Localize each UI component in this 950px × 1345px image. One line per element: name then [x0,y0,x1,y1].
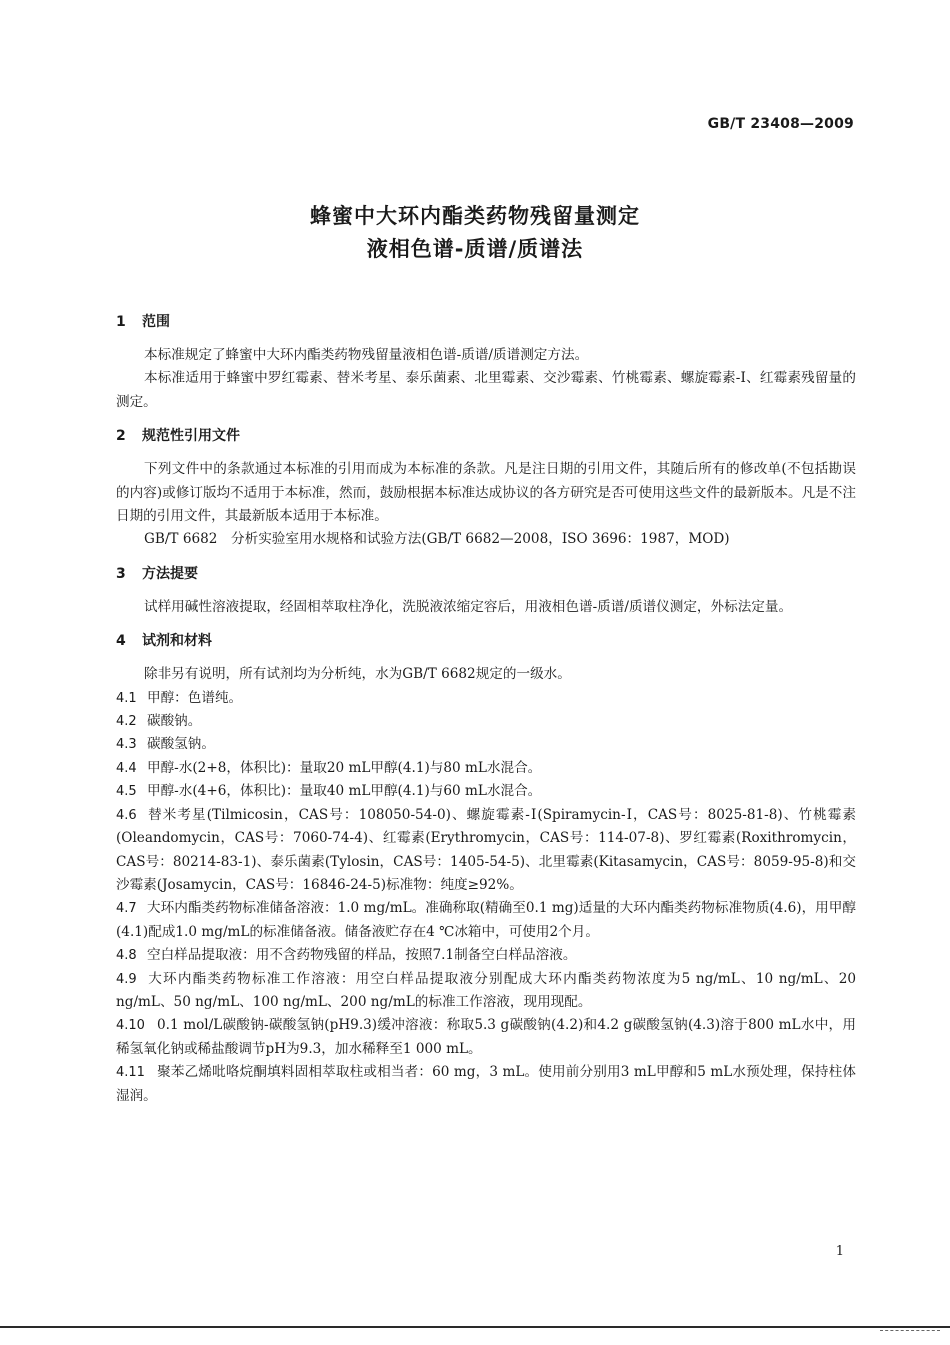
paragraph: 下列文件中的条款通过本标准的引用而成为本标准的条款。凡是注日期的引用文件，其随后所有的修改单(不包括勘误的内容)或修订版均不适用于本标准，然而，鼓励根据本标准达成协议的各方研究是否可使用这些文件的最新版本。凡是不注日期的引用文件，其最新版本适用于本标准。 [116,461,856,525]
section-number: 2 [116,428,126,445]
item-number: 4.7 [116,901,137,917]
list-item [116,897,856,944]
section-title: 方法提要 [142,565,198,582]
document-title-line2: 液相色谱-质谱/质谱法 [366,237,584,261]
list-item [116,804,856,898]
section-title: 试剂和材料 [142,633,212,650]
page-number: 1 [835,1244,844,1259]
footer-divider [0,1326,950,1328]
footer-dash [880,1330,940,1331]
item-number: 4.8 [116,948,137,964]
section-heading-normative-references [116,426,856,446]
list-item [116,944,856,967]
section-heading-scope [116,312,856,332]
item-text: 甲醇-水(2+8，体积比)：量取20 mL甲醇(4.1)与80 mL水混合。 [147,759,542,776]
document-title-line1: 蜂蜜中大环内酯类药物残留量测定 [310,204,640,228]
item-text: 聚苯乙烯吡咯烷酮填料固相萃取柱或相当者：60 mg，3 mL。使用前分别用3 mL甲醇和5 mL水预处理，保持柱体湿润。 [116,1064,856,1104]
item-text: 0.1 mol/L碳酸钠-碳酸氢钠(pH9.3)缓冲溶液：称取5.3 g碳酸钠(4.2)和4.2 g碳酸氢钠(4.3)溶于800 mL水中，用稀氢氧化钠或稀盐酸调节pH为9.3，加水稀释至1 000 mL。 [116,1017,856,1057]
reference-entry: GB/T 6682 分析实验室用水规格和试验方法(GB/T 6682—2008，ISO 3696：1987，MOD) [144,531,730,548]
item-number: 4.3 [116,737,137,753]
item-text: 大环内酯类药物标准储备溶液：1.0 mg/mL。准确称取(精确至0.1 mg)适量的大环内酯类药物标准物质(4.6)，用甲醇(4.1)配成1.0 mg/mL的标准储备液。储备液贮存在4 ℃冰箱中，可使用2个月。 [116,900,856,940]
item-number: 4.2 [116,714,137,730]
item-text: 替米考星(Tilmicosin，CAS号：108050-54-0)、螺旋霉素-Ⅰ(Spiramycin-Ⅰ，CAS号：8025-81-8)、竹桃霉素(Oleandomycin，CAS号：7060-74-4)、红霉素(Erythromycin，CAS号：114-07-8)、罗红霉素(Roxithromycin，CAS号：80214-83-1)、泰乐菌素(Tylosin，CAS号：1405-54-5)、北里霉素(Kitasamycin，CAS号：8059-95-8)和交沙霉素(Josamycin，CAS号：16846-24-5)标准物：纯度≥92%。 [116,806,856,893]
document-body [116,312,856,1108]
section-number: 4 [116,633,126,650]
section-number: 3 [116,565,126,582]
section-title: 范围 [142,314,170,330]
item-text: 碳酸钠。 [147,713,202,730]
list-item [116,1014,856,1061]
list-item [116,757,856,780]
item-number: 4.10 [116,1018,145,1034]
item-number: 4.4 [116,760,137,776]
standard-code: GB/T 23408—2009 [707,116,854,132]
item-text: 碳酸氢钠。 [147,736,215,753]
item-number: 4.6 [116,807,137,823]
list-item [116,1061,856,1108]
list-item [116,780,856,803]
paragraph: 除非另有说明，所有试剂均为分析纯，水为GB/T 6682规定的一级水。 [144,666,571,683]
item-text: 大环内酯类药物标准工作溶液：用空白样品提取液分别配成大环内酯类药物浓度为5 ng/mL、10 ng/mL、20 ng/mL、50 ng/mL、100 ng/mL、200 ng/mL的标准工作溶液，现用现配。 [116,970,856,1010]
item-text: 甲醇：色谱纯。 [147,689,243,706]
list-item [116,733,856,756]
item-text: 空白样品提取液：用不含药物残留的样品，按照7.1制备空白样品溶液。 [147,947,577,964]
list-item [116,687,856,710]
item-number: 4.5 [116,784,137,800]
section-title: 规范性引用文件 [142,428,240,445]
item-text: 甲醇-水(4+6，体积比)：量取40 mL甲醇(4.1)与60 mL水混合。 [147,783,542,800]
section-heading-method-principle [116,564,856,584]
item-number: 4.9 [116,971,137,987]
section-heading-reagents [116,631,856,651]
paragraph: 本标准规定了蜂蜜中大环内酯类药物残留量液相色谱-质谱/质谱测定方法。 [144,347,589,363]
list-item [116,968,856,1015]
item-number: 4.1 [116,690,137,706]
item-number: 4.11 [116,1065,145,1081]
section-number: 1 [116,314,126,330]
list-item [116,710,856,733]
paragraph: 试样用碱性溶液提取，经固相萃取柱净化，洗脱液浓缩定容后，用液相色谱-质谱/质谱仪测定，外标法定量。 [144,598,793,615]
paragraph: 本标准适用于蜂蜜中罗红霉素、替米考星、泰乐菌素、北里霉素、交沙霉素、竹桃霉素、螺旋霉素-Ⅰ、红霉素残留量的测定。 [116,370,856,410]
